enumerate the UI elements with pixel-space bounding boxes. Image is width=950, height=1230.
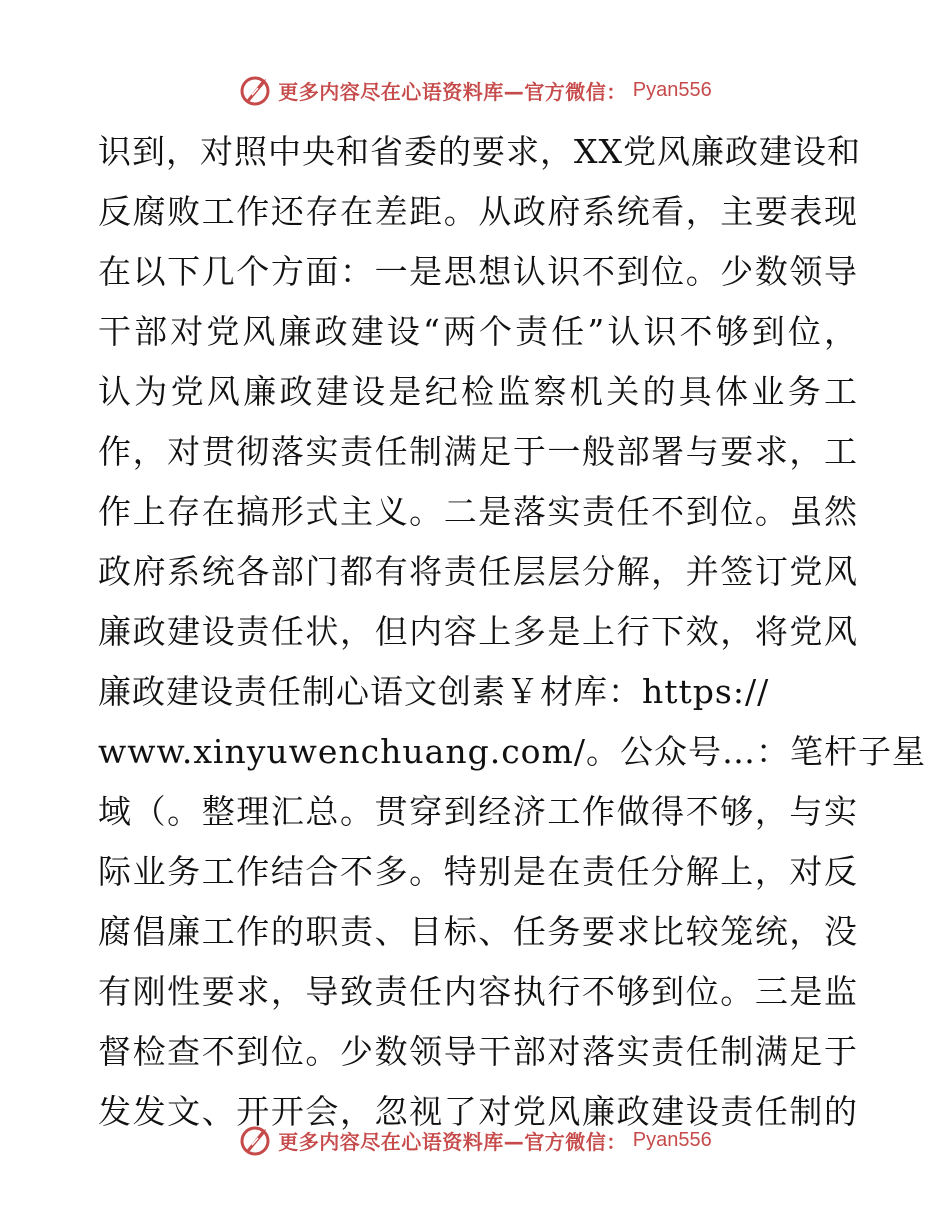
body-line: 反腐败工作还存在差距。从政府系统看，主要表现 [98,192,858,231]
body-line: 腐倡廉工作的职责、目标、任务要求比较笼统，没 [98,912,858,951]
body-line: 干部对党风廉政建设“两个责任”认识不够到位， [98,312,858,351]
footer-wechat-handle: Pyan556 [632,1128,712,1151]
footer-slogan: 更多内容尽在心语资料库—官方微信： [278,1129,627,1154]
body-line: 识到，对照中央和省委的要求，XX党风廉政建设和 [98,132,861,171]
quill-pen-logo-icon [238,1123,272,1157]
footer-banner [0,1120,950,1160]
body-line: www.xinyuwenchuang.com/。公众号…：笔杆子星 [98,732,926,771]
header-wechat-handle: Pyan556 [632,78,712,101]
body-line: 有刚性要求，导致责任内容执行不够到位。三是监 [98,972,858,1011]
body-line: 际业务工作结合不多。特别是在责任分解上，对反 [98,852,858,891]
body-line: 作上存在搞形式主义。二是落实责任不到位。虽然 [98,492,858,531]
body-line: 廉政建设责任状，但内容上多是上行下效，将党风 [98,612,858,651]
body-line: 认为党风廉政建设是纪检监察机关的具体业务工 [98,372,858,411]
body-line: 政府系统各部门都有将责任层层分解，并签订党风 [98,552,858,591]
header-slogan: 更多内容尽在心语资料库—官方微信： [278,79,627,104]
body-line: 廉政建设责任制心语文创素￥材库：https:// [98,672,770,711]
quill-pen-logo-icon [238,73,272,107]
document-body [98,122,926,1142]
body-line: 发发文、开开会，忽视了对党风廉政建设责任制的 [98,1092,858,1131]
body-line: 督检查不到位。少数领导干部对落实责任制满足于 [98,1032,858,1071]
body-line: 在以下几个方面：一是思想认识不到位。少数领导 [98,252,858,291]
header-banner [0,70,950,110]
body-line: 作，对贯彻落实责任制满足于一般部署与要求，工 [98,432,858,471]
body-line: 域（。整理汇总。贯穿到经济工作做得不够，与实 [98,792,858,831]
